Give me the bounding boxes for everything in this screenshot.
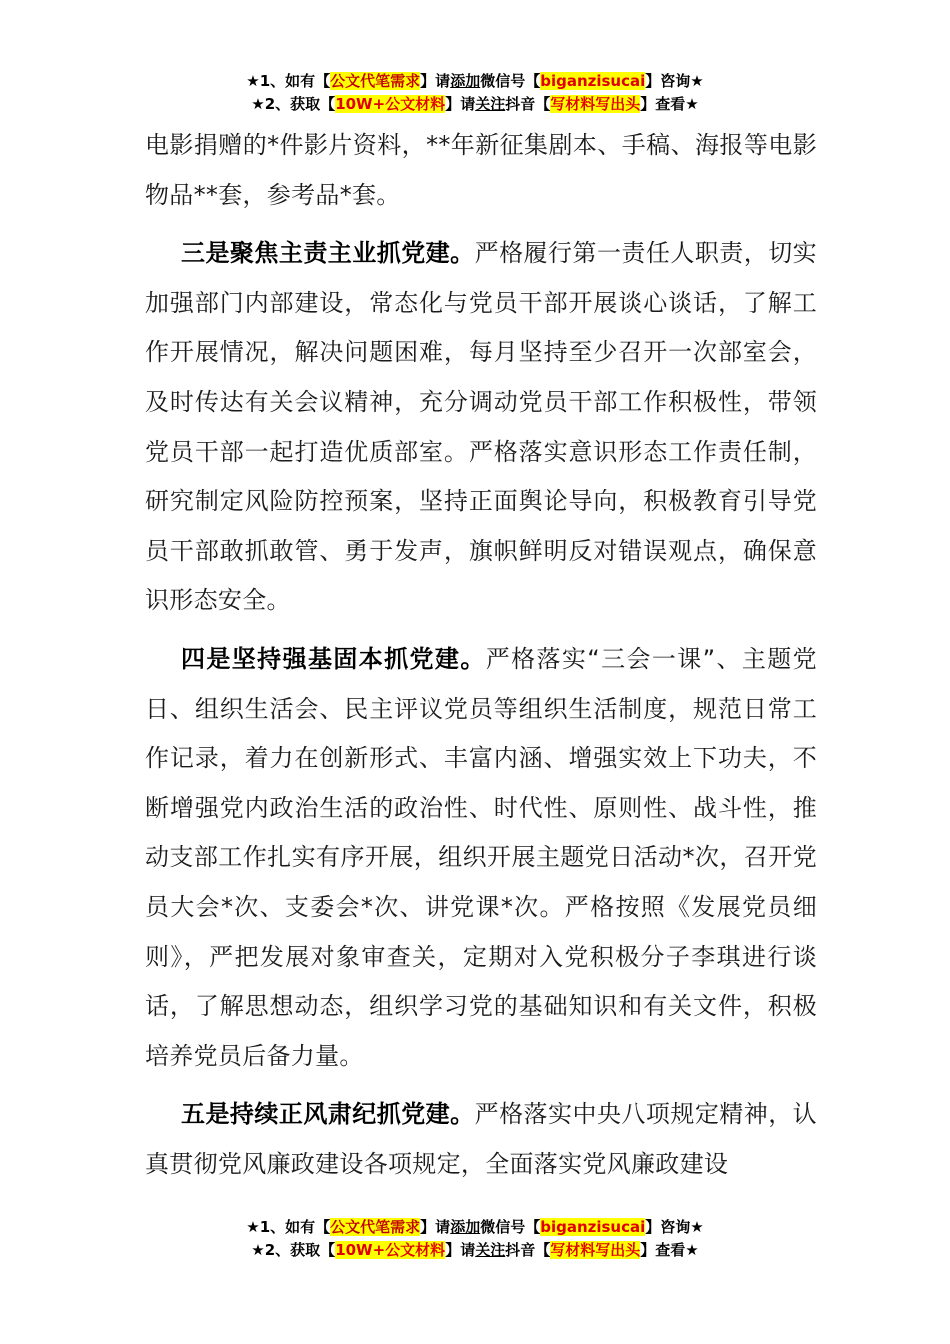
underlined-word: 添加: [450, 1218, 481, 1236]
banner-text: 】请: [445, 95, 476, 113]
underlined-word: 关注: [475, 95, 506, 113]
paragraph-three: [145, 229, 817, 626]
paragraph-heading: 五是持续正风肃纪抓党建。: [181, 1100, 475, 1129]
paragraph-text: 严格落实中央八项规定精神，认真贯彻党风廉政建设各项规定，全面落实党风廉政建设: [145, 1100, 817, 1178]
banner-text: 】查看★: [640, 1241, 699, 1259]
footer-banner: [0, 1216, 950, 1262]
banner-text: 微信号【: [480, 72, 541, 90]
banner-line-1: [0, 1216, 950, 1239]
banner-text: 】查看★: [640, 95, 699, 113]
banner-text: 抖音【: [505, 95, 551, 113]
highlight-service: 公文代笔需求: [330, 1218, 421, 1236]
paragraph-five: [145, 1090, 817, 1189]
underlined-word: 添加: [450, 72, 481, 90]
header-banner: [0, 70, 950, 116]
underlined-word: 关注: [475, 1241, 506, 1259]
paragraph-heading: 三是聚焦主责主业抓党建。: [181, 239, 475, 268]
paragraph-continued: [145, 121, 817, 220]
highlight-douyin: 写材料写出头: [550, 1241, 641, 1259]
banner-text: 微信号【: [480, 1218, 541, 1236]
banner-text: 】咨询★: [645, 1218, 704, 1236]
banner-text: ★2、获取【: [251, 95, 336, 113]
banner-line-1: [0, 70, 950, 93]
banner-text: ★2、获取【: [251, 1241, 336, 1259]
paragraph-text: 严格履行第一责任人职责，切实加强部门内部建设，常态化与党员干部开展谈心谈话，了解工作开展情况，解决问题困难，每月坚持至少召开一次部室会，及时传达有关会议精神，充分调动党员干部工作积极性，带领党员干部一起打造优质部室。严格落实意识形态工作责任制，研究制定风险防控预案，坚持正面舆论导向，积极教育引导党员干部敢抓敢管、勇于发声，旗帜鲜明反对错误观点，确保意识形态安全。: [145, 239, 817, 615]
banner-text: 】请: [420, 72, 451, 90]
highlight-materials: 10W+公文材料: [335, 1241, 446, 1259]
paragraph-four: [145, 635, 817, 1081]
banner-text: 】咨询★: [645, 72, 704, 90]
banner-text: ★1、如有【: [246, 1218, 331, 1236]
document-body: [145, 121, 817, 1189]
highlight-wechat-id: biganzisucai: [540, 72, 646, 90]
paragraph-text: 电影捐赠的*件影片资料，**年新征集剧本、手稿、海报等电影物品**套，参考品*套。: [145, 131, 817, 209]
banner-text: 】请: [420, 1218, 451, 1236]
highlight-service: 公文代笔需求: [330, 72, 421, 90]
highlight-douyin: 写材料写出头: [550, 95, 641, 113]
banner-line-2: [0, 93, 950, 116]
highlight-wechat-id: biganzisucai: [540, 1218, 646, 1236]
banner-text: 】请: [445, 1241, 476, 1259]
banner-line-2: [0, 1239, 950, 1262]
paragraph-text: 严格落实“三会一课”、主题党日、组织生活会、民主评议党员等组织生活制度，规范日常工作记录，着力在创新形式、丰富内涵、增强实效上下功夫，不断增强党内政治生活的政治性、时代性、原则性、战斗性，推动支部工作扎实有序开展，组织开展主题党日活动*次，召开党员大会*次、支委会*次、讲党课*次。严格按照《发展党员细则》，严把发展对象审查关，定期对入党积极分子李琪进行谈话，了解思想动态，组织学习党的基础知识和有关文件，积极培养党员后备力量。: [145, 644, 817, 1070]
banner-text: 抖音【: [505, 1241, 551, 1259]
highlight-materials: 10W+公文材料: [335, 95, 446, 113]
banner-text: ★1、如有【: [246, 72, 331, 90]
paragraph-heading: 四是坚持强基固本抓党建。: [181, 644, 486, 673]
